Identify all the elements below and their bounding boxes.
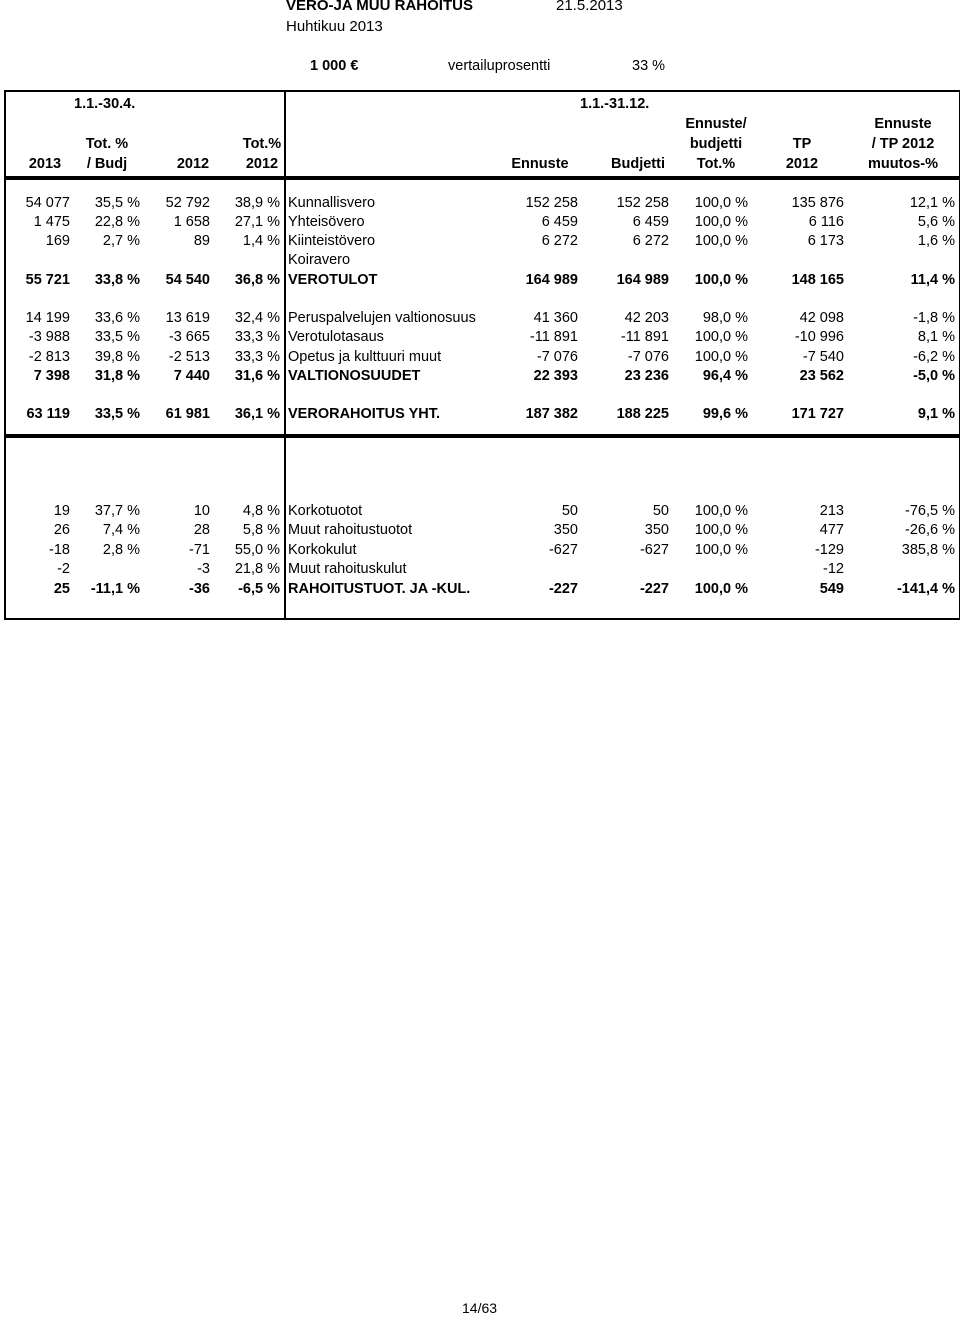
table-cell: 350 xyxy=(644,522,669,538)
table-cell: 31,8 % xyxy=(94,368,140,384)
period-right-label: 1.1.-31.12. xyxy=(580,96,650,112)
comparison-label: vertailuprosentti xyxy=(448,58,551,74)
table-cell: -71 xyxy=(189,542,210,558)
table-cell: -227 xyxy=(639,581,669,597)
table-cell: 11,4 % xyxy=(910,272,955,288)
table-cell: 28 xyxy=(193,522,210,538)
table-cell: -10 996 xyxy=(794,329,844,345)
column-header-c9-line3: 2012 xyxy=(785,156,819,172)
column-header-c2-line3: / Budj xyxy=(86,156,128,172)
table-cell: 152 258 xyxy=(525,195,578,211)
table-cell: 41 360 xyxy=(533,310,578,326)
table-cell: 33,8 % xyxy=(94,272,140,288)
table-cell: 52 792 xyxy=(165,195,210,211)
table-cell: 188 225 xyxy=(616,406,669,422)
column-header-c10-line1: Ennuste xyxy=(874,116,932,132)
column-header-c8-line2: budjetti xyxy=(689,136,743,152)
financial-section-divider xyxy=(284,436,286,620)
table-cell: 148 165 xyxy=(791,272,844,288)
page-number: 14/63 xyxy=(462,1300,498,1316)
tax-section-divider xyxy=(284,178,286,436)
comparison-value: 33 % xyxy=(632,58,666,74)
unit-scale: 1 000 € xyxy=(310,58,359,74)
column-header-c9-line2: TP xyxy=(792,136,812,152)
column-header-c8-line1: Ennuste/ xyxy=(685,116,747,132)
table-cell: 50 xyxy=(561,503,578,519)
table-cell: -18 xyxy=(49,542,70,558)
table-cell: 100,0 % xyxy=(694,349,748,365)
table-cell xyxy=(855,250,955,270)
column-header-c4-line3: 2012 xyxy=(245,156,279,172)
table-cell: -12 xyxy=(823,561,844,577)
table-cell: -129 xyxy=(814,542,844,558)
table-cell: 213 xyxy=(819,503,844,519)
column-header-c8-line3: Tot.% xyxy=(696,156,736,172)
table-cell: 25 xyxy=(53,581,70,597)
row-label: VEROTULOT xyxy=(288,272,378,288)
table-cell: 23 236 xyxy=(624,368,669,384)
table-cell: -3 988 xyxy=(28,329,70,345)
table-cell: 2,8 % xyxy=(102,542,140,558)
row-label: Yhteisövero xyxy=(288,214,365,230)
table-cell: 100,0 % xyxy=(694,195,748,211)
table-cell: 6 459 xyxy=(632,214,669,230)
column-header-c1-line3: 2013 xyxy=(28,156,62,172)
table-cell: 9,1 % xyxy=(917,406,955,422)
table-cell: 350 xyxy=(553,522,578,538)
table-cell: 35,5 % xyxy=(94,195,140,211)
row-label: Korkokulut xyxy=(288,542,357,558)
table-cell: 89 xyxy=(193,233,210,249)
period-left-label: 1.1.-30.4. xyxy=(74,96,136,112)
table-cell: 19 xyxy=(53,503,70,519)
column-header-c4-line2: Tot.% xyxy=(242,136,282,152)
table-cell: 33,6 % xyxy=(94,310,140,326)
table-cell: 385,8 % xyxy=(901,542,955,558)
row-label: Verotulotasaus xyxy=(288,329,384,345)
table-cell: -11 891 xyxy=(529,329,578,345)
table-cell: 6 459 xyxy=(541,214,578,230)
table-cell: -2 813 xyxy=(28,349,70,365)
table-cell: 22 393 xyxy=(533,368,578,384)
table-cell: 100,0 % xyxy=(694,214,748,230)
table-cell: 100,0 % xyxy=(694,329,748,345)
table-cell: 164 989 xyxy=(525,272,578,288)
column-header-c2-line2: Tot. % xyxy=(85,136,129,152)
table-cell xyxy=(180,250,280,270)
table-cell: 187 382 xyxy=(525,406,578,422)
column-header-c3-line3: 2012 xyxy=(176,156,210,172)
table-cell: 6 272 xyxy=(632,233,669,249)
table-cell: 54 077 xyxy=(25,195,70,211)
table-cell: -36 xyxy=(189,581,210,597)
table-cell xyxy=(744,250,844,270)
table-cell: 33,3 % xyxy=(234,349,280,365)
table-cell: 22,8 % xyxy=(94,214,140,230)
table-cell xyxy=(478,250,578,270)
table-cell: 164 989 xyxy=(616,272,669,288)
table-cell: -11,1 % xyxy=(90,581,140,597)
table-cell: 55,0 % xyxy=(234,542,280,558)
table-cell: -7 076 xyxy=(627,349,669,365)
table-cell: 13 619 xyxy=(165,310,210,326)
report-date: 21.5.2013 xyxy=(556,0,623,14)
table-cell: 152 258 xyxy=(616,195,669,211)
table-cell: 169 xyxy=(45,233,70,249)
table-cell: 36,1 % xyxy=(234,406,280,422)
table-cell: 2,7 % xyxy=(102,233,140,249)
table-cell: -5,0 % xyxy=(913,368,955,384)
table-cell: -6,5 % xyxy=(238,581,280,597)
table-cell: -26,6 % xyxy=(905,522,955,538)
row-label: Kiinteistövero xyxy=(288,233,376,249)
table-cell: 54 540 xyxy=(165,272,210,288)
table-cell: 1 658 xyxy=(173,214,210,230)
table-cell: -2 513 xyxy=(168,349,210,365)
table-cell: 26 xyxy=(53,522,70,538)
row-label: Korkotuotot xyxy=(288,503,363,519)
table-cell: 5,6 % xyxy=(917,214,955,230)
table-cell: 14 199 xyxy=(25,310,70,326)
table-cell: 32,4 % xyxy=(234,310,280,326)
table-cell: -11 891 xyxy=(620,329,669,345)
table-cell: 12,1 % xyxy=(909,195,955,211)
table-cell xyxy=(478,559,578,579)
table-cell: -7 076 xyxy=(536,349,578,365)
table-cell: 477 xyxy=(819,522,844,538)
table-cell: -76,5 % xyxy=(905,503,955,519)
table-cell: 96,4 % xyxy=(702,368,748,384)
column-header-c7-line3: Budjetti xyxy=(611,156,665,172)
report-month: Huhtikuu 2013 xyxy=(286,18,383,35)
table-cell: 8,1 % xyxy=(917,329,955,345)
table-cell: 36,8 % xyxy=(234,272,280,288)
table-cell: 63 119 xyxy=(26,406,70,422)
row-label: RAHOITUSTUOT. JA -KUL. xyxy=(288,581,471,597)
table-cell: 33,5 % xyxy=(94,406,140,422)
table-cell: 61 981 xyxy=(165,406,210,422)
table-cell: 171 727 xyxy=(791,406,844,422)
table-cell: 549 xyxy=(819,581,844,597)
row-label: Opetus ja kulttuuri muut xyxy=(288,349,442,365)
table-cell: -627 xyxy=(639,542,669,558)
row-label: Peruspalvelujen valtionosuus xyxy=(288,310,476,326)
table-cell: 50 xyxy=(652,503,669,519)
table-cell: 42 203 xyxy=(624,310,669,326)
table-cell: 7,4 % xyxy=(102,522,140,538)
table-cell: 6 272 xyxy=(541,233,578,249)
table-cell: 6 173 xyxy=(807,233,844,249)
row-label: Muut rahoituskulut xyxy=(288,561,407,577)
table-cell: -7 540 xyxy=(802,349,844,365)
table-cell: 7 440 xyxy=(173,368,210,384)
table-cell: 100,0 % xyxy=(694,522,748,538)
table-cell: 4,8 % xyxy=(242,503,280,519)
table-cell: 31,6 % xyxy=(234,368,280,384)
table-cell: 100,0 % xyxy=(694,272,748,288)
table-cell: 100,0 % xyxy=(694,503,748,519)
table-cell: 99,6 % xyxy=(702,406,748,422)
table-cell: 1 475 xyxy=(33,214,70,230)
table-cell: 39,8 % xyxy=(94,349,140,365)
column-header-c10-line2: / TP 2012 xyxy=(871,136,935,152)
table-cell: 21,8 % xyxy=(234,561,280,577)
table-cell: 10 xyxy=(193,503,210,519)
table-cell: 98,0 % xyxy=(702,310,748,326)
table-cell: -3 665 xyxy=(168,329,210,345)
table-cell xyxy=(855,559,955,579)
row-label: VALTIONOSUUDET xyxy=(288,368,421,384)
table-cell: 100,0 % xyxy=(694,542,748,558)
table-cell: 100,0 % xyxy=(694,233,748,249)
row-label: VERORAHOITUS YHT. xyxy=(288,406,441,422)
column-header-c6-line3: Ennuste xyxy=(511,156,569,172)
table-cell: 135 876 xyxy=(791,195,844,211)
table-cell: -227 xyxy=(548,581,578,597)
table-cell: 38,9 % xyxy=(234,195,280,211)
table-cell: -3 xyxy=(197,561,210,577)
table-cell: -141,4 % xyxy=(896,581,955,597)
table-cell: 100,0 % xyxy=(694,581,748,597)
table-cell: 1,4 % xyxy=(242,233,280,249)
table-cell: 6 116 xyxy=(808,214,844,230)
table-cell: 7 398 xyxy=(33,368,70,384)
table-cell: 1,6 % xyxy=(917,233,955,249)
table-cell: 23 562 xyxy=(799,368,844,384)
table-cell: 55 721 xyxy=(25,272,70,288)
table-cell: 33,3 % xyxy=(234,329,280,345)
table-cell xyxy=(648,250,748,270)
table-cell: 27,1 % xyxy=(234,214,280,230)
table-cell: -627 xyxy=(548,542,578,558)
row-label: Muut rahoitustuotot xyxy=(288,522,413,538)
table-cell: 37,7 % xyxy=(94,503,140,519)
table-cell: 42 098 xyxy=(799,310,844,326)
table-cell: 5,8 % xyxy=(242,522,280,538)
row-label: Koiravero xyxy=(288,252,351,268)
table-cell: -6,2 % xyxy=(913,349,955,365)
table-cell: -1,8 % xyxy=(913,310,955,326)
column-header-c10-line3: muutos-% xyxy=(867,156,939,172)
table-cell: -2 xyxy=(57,561,70,577)
table-cell: 33,5 % xyxy=(94,329,140,345)
report-title: VERO-JA MUU RAHOITUS xyxy=(286,0,473,14)
table-cell xyxy=(648,559,748,579)
row-label: Kunnallisvero xyxy=(288,195,376,211)
